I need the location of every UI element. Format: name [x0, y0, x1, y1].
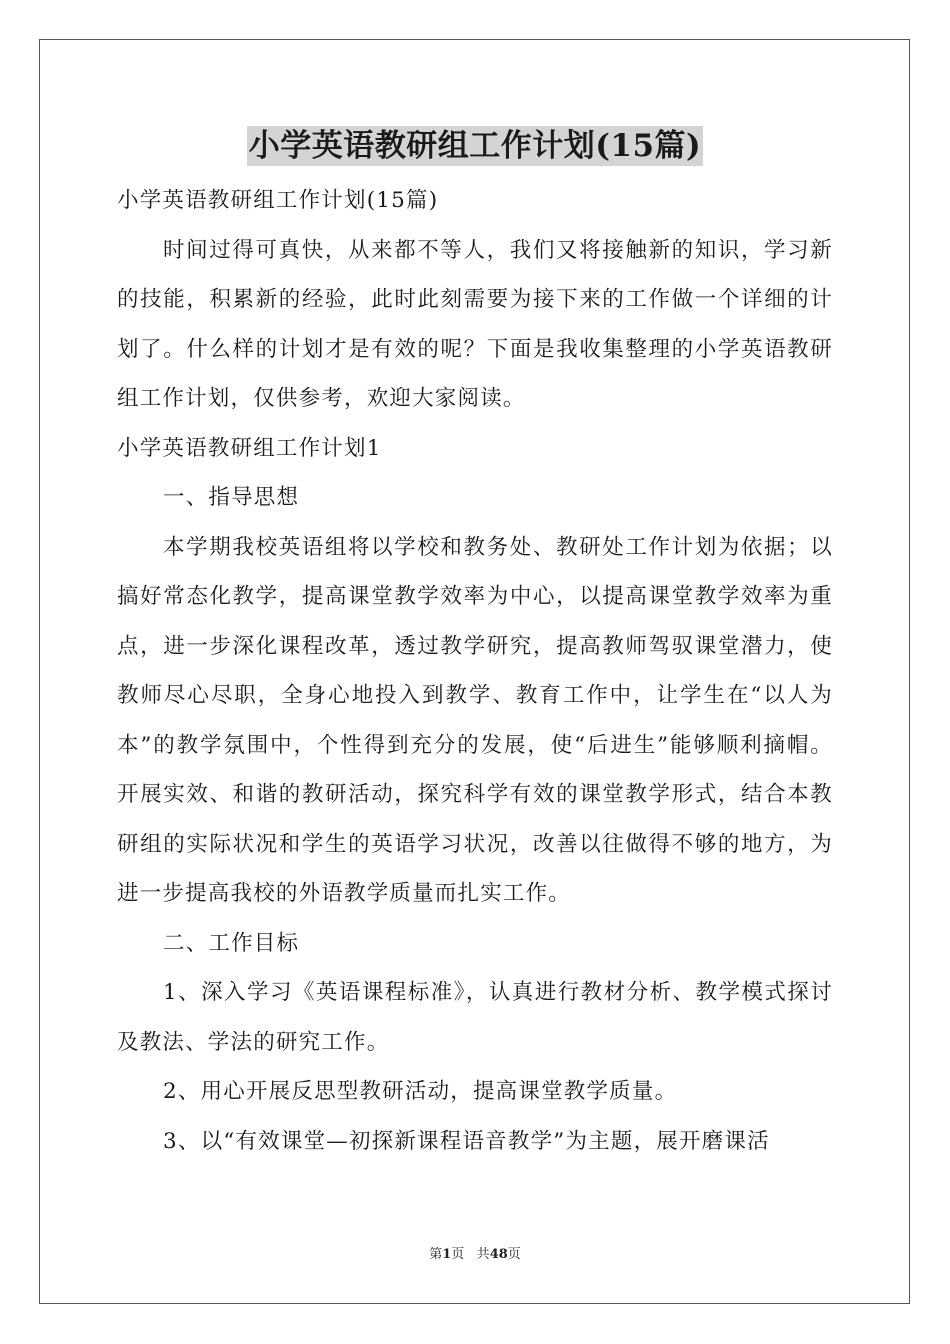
- paragraph: 本学期我校英语组将以学校和教务处、教研处工作计划为依据；以搞好常态化教学，提高课堂教学效率为中心，以提高课堂教学效率为重点，进一步深化课程改革，透过教学研究，提高教师驾驭课堂潜力，使教师尽心尽职，全身心地投入到教学、教育工作中，让学生在“以人为本”的教学氛围中，个性得到充分的发展，使“后进生”能够顺利摘帽。开展实效、和谐的教研活动，探究科学有效的课堂教学形式，结合本教研组的实际状况和学生的英语学习状况，改善以往做得不够的地方，为进一步提高我校的外语教学质量而扎实工作。: [117, 534, 833, 906]
- subsection-heading: 二、工作目标: [163, 930, 300, 956]
- document-body: [117, 176, 833, 1166]
- paragraph: 小学英语教研组工作计划(15篇): [117, 188, 439, 213]
- page-total: 48: [489, 1247, 508, 1262]
- page-current: 1: [442, 1247, 452, 1262]
- subsection-heading: 一、指导思想: [163, 485, 300, 510]
- section-heading: 小学英语教研组工作计划1: [117, 435, 382, 461]
- list-item: 2、用心开展反思型教研活动，提高课堂教学质量。: [163, 1079, 678, 1104]
- total-prefix: 共: [476, 1247, 490, 1262]
- list-item: 3、以“有效课堂—初探新课程语音教学”为主题，展开磨课活: [163, 1128, 770, 1154]
- document-title: 小学英语教研组工作计划(15篇): [248, 128, 702, 164]
- page-footer: [0, 1246, 950, 1264]
- page-suffix: 页: [451, 1247, 465, 1262]
- paragraph: 时间过得可真快，从来都不等人，我们又将接触新的知识，学习新的技能，积累新的经验，此时此刻需要为接下来的工作做一个详细的计划了。什么样的计划才是有效的呢？下面是我收集整理的小学英语教研组工作计划，仅供参考，欢迎大家阅读。: [117, 237, 833, 411]
- title-container: [0, 126, 950, 166]
- list-item: 1、深入学习《英语课程标准》，认真进行教材分析、教学模式探讨及教法、学法的研究工作。: [117, 980, 833, 1055]
- page-prefix: 第: [429, 1247, 443, 1262]
- total-suffix: 页: [507, 1247, 521, 1262]
